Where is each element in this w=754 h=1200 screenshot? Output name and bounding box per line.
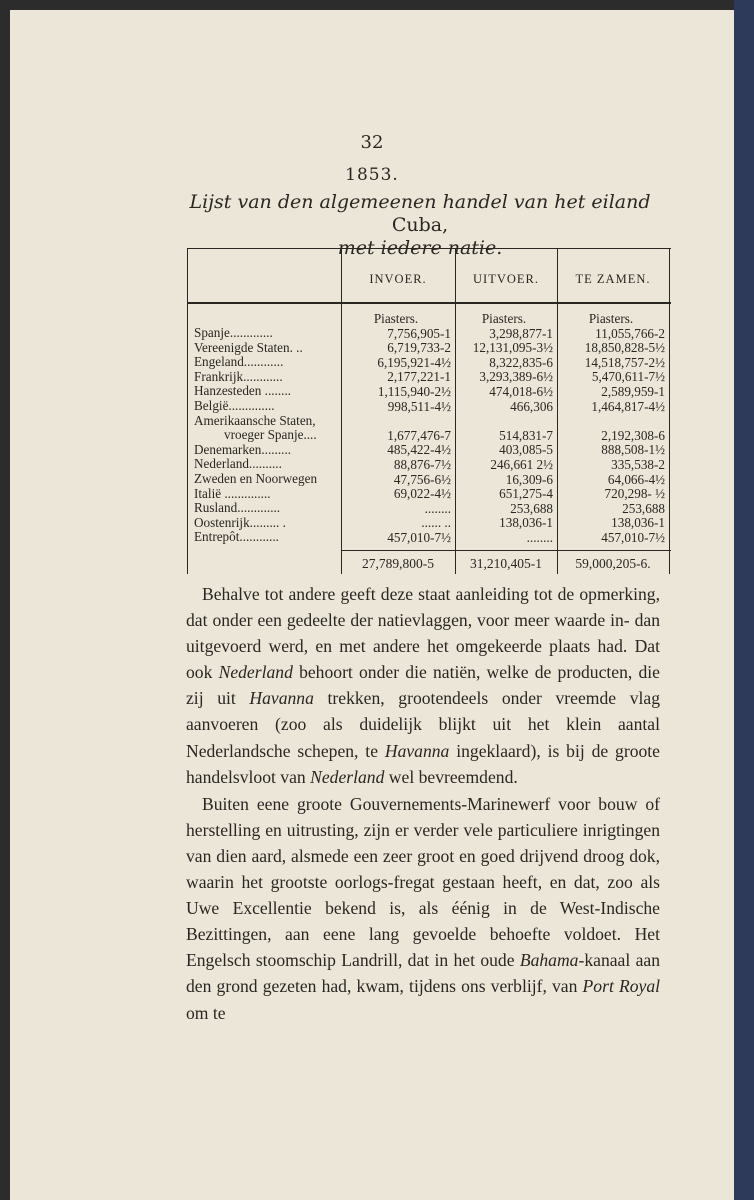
country-name: Hanzesteden ........: [194, 384, 292, 399]
header-invoer: INVOER.: [369, 272, 427, 286]
country-name: Amerikaansche Staten,: [194, 413, 316, 428]
paragraph: Buiten eene groote Gouvernements-Marinewerf voor bouw of herstelling en uitrusting, zijn er verder vele particuliere inrigtingen van dien aard, alsmede een zeer groot en goed drijvend droog dok, waarin het grootste oorlogs-fregat gestaan heeft, en dat, zoo als Uwe Excellentie bekend is, als éénig in de West-Indische Bezittingen, aan eene lang gevoelde behoefte voldoet. Het Engelsch stoomschip Landrill, dat in het oude Bahama-kanaal aan den grond gezeten had, kwam, tijdens ons verblijf, van Port Royal om te: [186, 793, 661, 1023]
country-name: Denemarken.........: [194, 442, 292, 457]
total-te-zamen: 59,000,205-6.: [575, 556, 651, 571]
header-te-zamen: TE ZAMEN.: [575, 272, 651, 286]
uitvoer-value: 403,085-5: [499, 442, 553, 458]
te-zamen-value: 2,589,959-1: [601, 383, 665, 399]
body-text: [186, 581, 660, 1026]
country-name: Frankrijk............: [194, 369, 283, 384]
book-page: [10, 10, 734, 1200]
invoer-value: 7,756,905-1: [387, 325, 451, 341]
table-header-rule: [187, 302, 671, 304]
invoer-value: 6,719,733-2: [387, 340, 451, 356]
book-spine-edge: [734, 0, 754, 1200]
te-zamen-value: 457,010-7½: [601, 529, 665, 545]
te-zamen-value: 888,508-1½: [601, 442, 665, 458]
te-zamen-value: 14,518,757-2½: [584, 354, 665, 370]
invoer-value: ........: [424, 500, 451, 516]
te-zamen-value: 18,850,828-5½: [584, 340, 665, 356]
invoer-unit: Piasters.: [373, 311, 419, 326]
te-zamen-value: 2,192,308-6: [601, 427, 665, 443]
te-zamen-value: 5,470,611-7½: [591, 369, 665, 385]
invoer-value: 88,876-7½: [393, 456, 451, 472]
country-name: Engeland............: [194, 355, 284, 370]
trade-table: [187, 248, 671, 576]
invoer-value: [341, 414, 451, 429]
te-zamen-value: 720,298- ½: [604, 486, 665, 502]
invoer-value: 1,115,940-2½: [377, 383, 451, 399]
paragraph: Behalve tot andere geeft deze staat aanleiding tot de opmerking, dat onder een gedeelte der natievlaggen, voor meer waarde in- dan uitgevoerd werd, en met andere het omgekeerde plaats had. Dat ook Nederland behoort onder die natiën, welke de producten, die zij uit Havanna trekken, grootendeels onder vreemde vlag aanvoeren (zoo als duidelijk blijkt uit het klein aantal Nederlandsche schepen, te Havanna ingeklaard), is bij de groote handelsvloot van Nederland wel bevreemdend.: [186, 584, 660, 787]
invoer-value: 457,010-7½: [387, 529, 451, 545]
invoer-column: [341, 312, 451, 546]
page-number: 32: [360, 132, 384, 153]
uitvoer-unit: Piasters.: [481, 311, 527, 326]
uitvoer-value: 253,688: [510, 500, 553, 516]
uitvoer-value: 246,661 2½: [490, 456, 553, 472]
table-left-rule: [187, 248, 188, 574]
te-zamen-value: 138,036-1: [611, 515, 665, 531]
uitvoer-value: 514,831-7: [499, 427, 553, 443]
invoer-value: 2,177,221-1: [387, 369, 451, 385]
country-name: Rusland.............: [194, 501, 281, 516]
country-column: [194, 326, 346, 545]
te-zamen-value: 64,066-4½: [607, 471, 665, 487]
invoer-value: 485,422-4½: [387, 442, 451, 458]
uitvoer-value: [455, 414, 553, 429]
year-heading: 1853.: [345, 165, 399, 185]
invoer-value: 69,022-4½: [393, 486, 451, 502]
uitvoer-value: 16,309-6: [505, 471, 553, 487]
uitvoer-value: 138,036-1: [499, 515, 553, 531]
title-place: Cuba,: [391, 214, 449, 236]
country-name: Spanje.............: [194, 326, 273, 340]
country-name: Entrepôt............: [194, 530, 279, 545]
te-zamen-value: 335,538-2: [611, 456, 665, 472]
country-name: Italië ..............: [194, 486, 271, 501]
country-name: België..............: [194, 398, 275, 413]
table-total-rule: [341, 550, 671, 551]
te-zamen-value: 253,688: [622, 500, 665, 516]
country-name: Nederland..........: [194, 457, 282, 472]
title-line-2: met iedere natie.: [337, 237, 503, 259]
uitvoer-column: [455, 312, 553, 546]
te-zamen-value: 11,055,766-2: [595, 325, 665, 341]
total-uitvoer: 31,210,405-1: [470, 556, 542, 571]
uitvoer-value: 651,275-4: [499, 486, 553, 502]
uitvoer-value: 3,298,877-1: [489, 325, 553, 341]
invoer-value: 1,677,476-7: [387, 427, 451, 443]
uitvoer-value: 8,322,835-6: [489, 354, 553, 370]
country-name: Zweden en Noorwegen: [194, 471, 318, 486]
table-right-rule: [669, 248, 670, 574]
invoer-value: 47,756-6½: [393, 471, 451, 487]
te-zamen-value: 1,464,817-4½: [591, 398, 665, 414]
country-name: vroeger Spanje....: [224, 428, 317, 443]
header-uitvoer: UITVOER.: [473, 272, 539, 286]
total-invoer: 27,789,800-5: [362, 556, 434, 571]
te-zamen-value: [557, 414, 665, 429]
te-zamen-column: [557, 312, 665, 546]
uitvoer-value: 474,018-6½: [489, 383, 553, 399]
invoer-value: 6,195,921-4½: [377, 354, 451, 370]
table-top-rule: [187, 248, 671, 249]
uitvoer-value: 12,131,095-3½: [472, 340, 553, 356]
country-name: Vereenigde Staten. ..: [194, 340, 303, 355]
uitvoer-value: 466,306: [510, 398, 553, 414]
te-zamen-unit: Piasters.: [588, 311, 634, 326]
invoer-value: ...... ..: [421, 515, 451, 531]
uitvoer-value: 3,293,389-6½: [479, 369, 553, 385]
invoer-value: 998,511-4½: [387, 398, 451, 414]
title-text: Lijst van den algemeenen handel van het eiland: [189, 191, 651, 213]
country-name: Oostenrijk......... .: [194, 515, 286, 530]
uitvoer-value: ........: [526, 529, 553, 545]
